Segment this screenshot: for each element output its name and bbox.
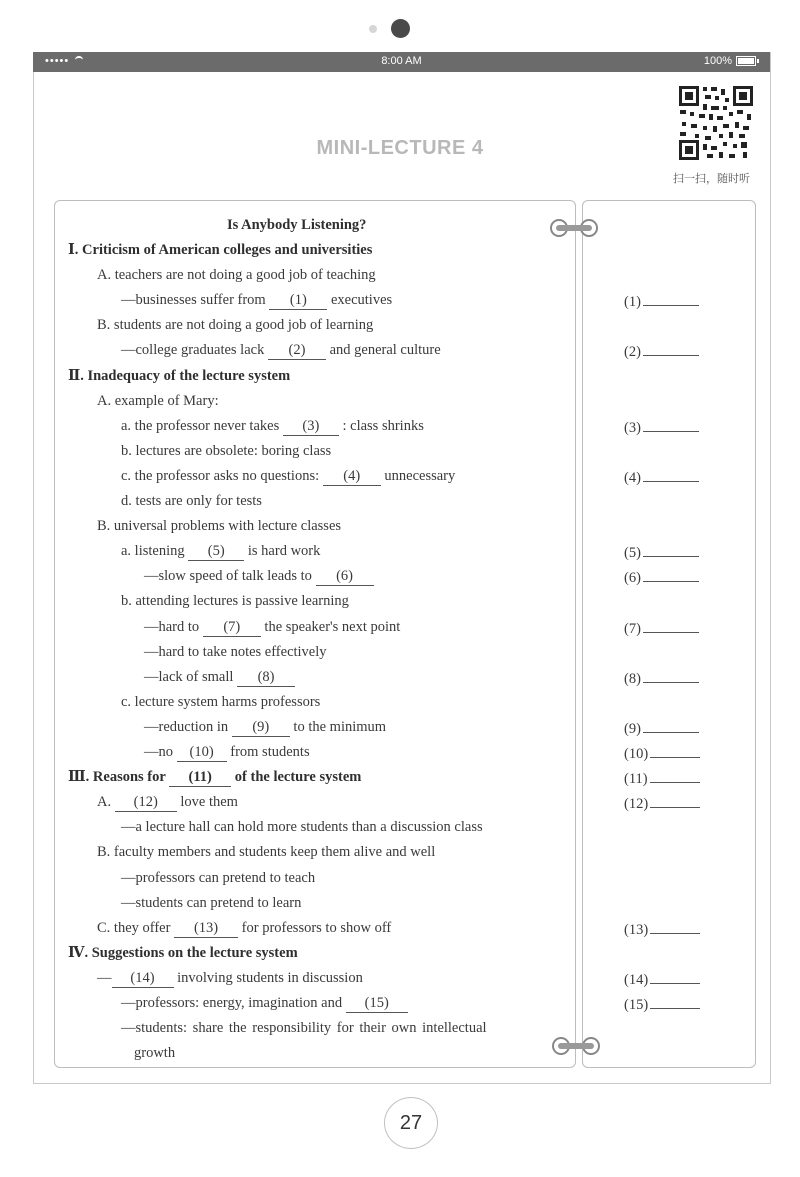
outline-line: —students can pretend to learn [121,895,302,911]
answer-field-3[interactable]: (3) [624,417,699,437]
signal-indicator: ••••• [45,55,83,67]
outline-line: —reduction in (9) to the minimum [144,719,387,735]
status-bar [33,52,770,72]
binder-ring-bottom-icon [550,1035,602,1057]
outline-line: a. listening (5) is hard work [121,543,321,559]
outline-line: —a lecture hall can hold more students than a discussion class [121,819,483,835]
qr-caption: 扫一扫，随时听 [673,172,750,185]
outline-line: d. tests are only for tests [121,493,262,509]
status-time: 8:00 AM [381,55,422,67]
outline-line: —slow speed of talk leads to (6) [144,567,374,586]
outline-line: A. example of Mary: [97,393,219,409]
outline-line: —no (10) from students [144,744,310,760]
page-number: 27 [384,1097,438,1149]
blank-7: (7) [203,618,261,637]
outline-line: —college graduates lack (2) and general culture [121,342,441,358]
outline-line: —professors can pretend to teach [121,870,316,886]
outline-line: b. lectures are obsolete: boring class [121,443,332,459]
outline-line: —hard to (7) the speaker's next point [144,619,401,635]
outline-line: C. they offer (13) for professors to show off [97,920,392,936]
answer-field-2[interactable]: (2) [624,341,699,361]
blank-1: (1) [269,291,327,310]
outline-line: a. the professor never takes (3) : class shrinks [121,418,424,434]
outline-line: —hard to take notes effectively [144,644,327,660]
blank-12: (12) [115,793,177,812]
outline-title: Is Anybody Listening? [227,217,367,233]
outline-line: B. faculty members and students keep them alive and well [97,844,436,860]
section-heading: Ⅲ. Reasons for (11) of the lecture system [68,769,362,785]
blank-14: (14) [112,969,174,988]
blank-9: (9) [232,718,290,737]
blank-8: (8) [237,668,295,687]
outline-line: growth [134,1045,176,1061]
answer-field-13[interactable]: (13) [624,919,700,939]
answer-field-12[interactable]: (12) [624,793,700,813]
outline-line: c. lecture system harms professors [121,694,321,710]
section-heading: Ⅱ. Inadequacy of the lecture system [68,368,291,384]
answer-field-11[interactable]: (11) [624,768,700,788]
outline-line: —professors: energy, imagination and (15) [121,994,408,1013]
blank-6: (6) [316,567,374,586]
outline-line: —lack of small (8) [144,668,295,687]
outline-line: —businesses suffer from (1) executives [121,292,393,308]
answer-field-6[interactable]: (6) [624,567,699,587]
camera-dot-small [369,25,377,33]
blank-15: (15) [346,994,408,1013]
blank-11: (11) [169,768,231,787]
blank-3: (3) [283,417,339,436]
answer-field-9[interactable]: (9) [624,718,699,738]
outline-line: b. attending lectures is passive learning [121,593,349,609]
qr-code-icon[interactable] [677,84,755,162]
page-title: MINI-LECTURE 4 [316,137,484,159]
blank-2: (2) [268,341,326,360]
answer-field-1[interactable]: (1) [624,291,699,311]
blank-13: (13) [174,919,238,938]
outline-line: A. (12) love them [97,794,238,810]
answer-field-15[interactable]: (15) [624,994,700,1014]
section-heading: Ⅰ. Criticism of American colleges and universities [68,242,373,258]
outline-line: A. teachers are not doing a good job of teaching [97,267,376,283]
answer-field-10[interactable]: (10) [624,743,700,763]
outline-line: —students: share the responsibility for their own intellectual [121,1020,487,1036]
answer-field-8[interactable]: (8) [624,668,699,688]
battery-indicator [704,55,756,67]
battery-percent: 100% [703,55,732,67]
outline-line: — (14) involving students in discussion [97,970,363,986]
battery-icon [736,56,756,66]
answer-field-14[interactable]: (14) [624,969,700,989]
outline-line: c. the professor asks no questions: (4) unnecessary [121,468,456,484]
blank-4: (4) [323,467,381,486]
answer-field-7[interactable]: (7) [624,618,699,638]
blank-5: (5) [188,542,244,561]
section-heading: Ⅳ. Suggestions on the lecture system [68,945,298,961]
outline-line: B. students are not doing a good job of learning [97,317,374,333]
camera-lens [391,19,410,38]
blank-10: (10) [177,743,227,762]
answer-field-5[interactable]: (5) [624,542,699,562]
outline-line: B. universal problems with lecture classes [97,518,342,534]
binder-ring-top-icon [548,217,600,239]
answer-field-4[interactable]: (4) [624,467,699,487]
